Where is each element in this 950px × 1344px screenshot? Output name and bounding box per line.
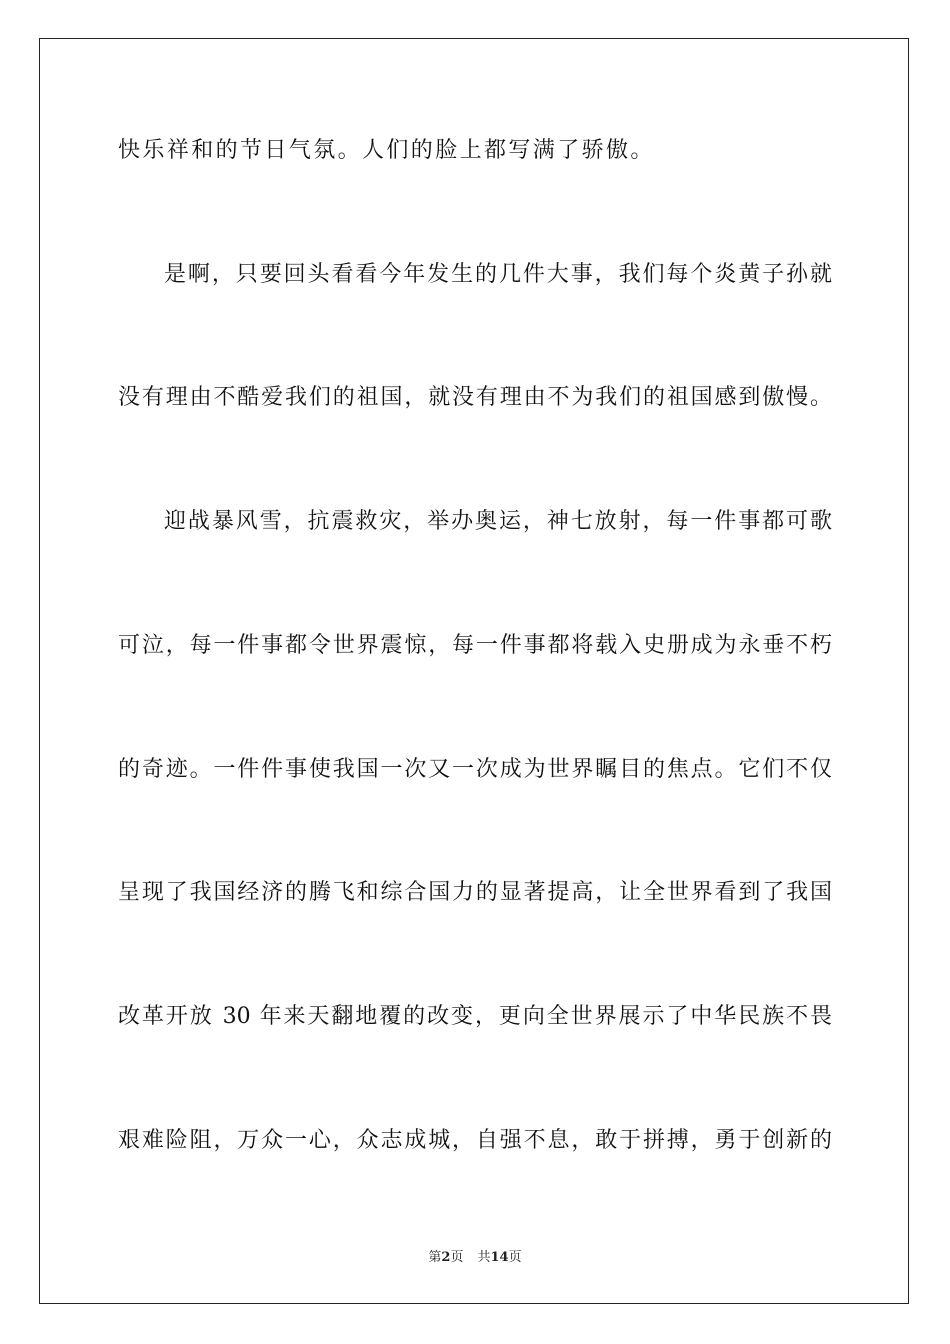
page-suffix: 页 bbox=[450, 1250, 464, 1265]
paragraph-line-1: 快乐祥和的节日气氛。人们的脸上都写满了骄傲。 bbox=[118, 138, 655, 163]
paragraph-line-7: 呈现了我国经济的腾飞和综合国力的显著提高，让全世界看到了我国 bbox=[118, 880, 832, 905]
page-prefix: 第 bbox=[428, 1250, 442, 1265]
paragraph-line-6: 的奇迹。一件件事使我国一次又一次成为世界瞩目的焦点。它们不仅 bbox=[118, 757, 832, 782]
page-number: 2 bbox=[441, 1250, 451, 1265]
paragraph-line-3: 没有理由不酷爱我们的祖国，就没有理由不为我们的祖国感到傲慢。 bbox=[118, 385, 832, 410]
paragraph-line-9: 艰难险阻，万众一心，众志成城，自强不息，敢于拼搏，勇于创新的 bbox=[118, 1128, 832, 1153]
total-suffix: 页 bbox=[508, 1250, 522, 1265]
page-footer bbox=[0, 1246, 950, 1265]
page-border bbox=[39, 38, 909, 1304]
total-prefix: 共 bbox=[477, 1250, 491, 1265]
paragraph-line-8: 改革开放 30 年来天翻地覆的改变，更向全世界展示了中华民族不畏 bbox=[118, 1004, 832, 1029]
paragraph-line-4: 迎战暴风雪，抗震救灾，举办奥运，神七放射，每一件事都可歌 bbox=[164, 509, 832, 534]
total-pages: 14 bbox=[490, 1250, 509, 1265]
paragraph-line-2: 是啊，只要回头看看今年发生的几件大事，我们每个炎黄子孙就 bbox=[164, 262, 832, 287]
paragraph-line-5: 可泣，每一件事都令世界震惊，每一件事都将载入史册成为永垂不朽 bbox=[118, 633, 832, 658]
